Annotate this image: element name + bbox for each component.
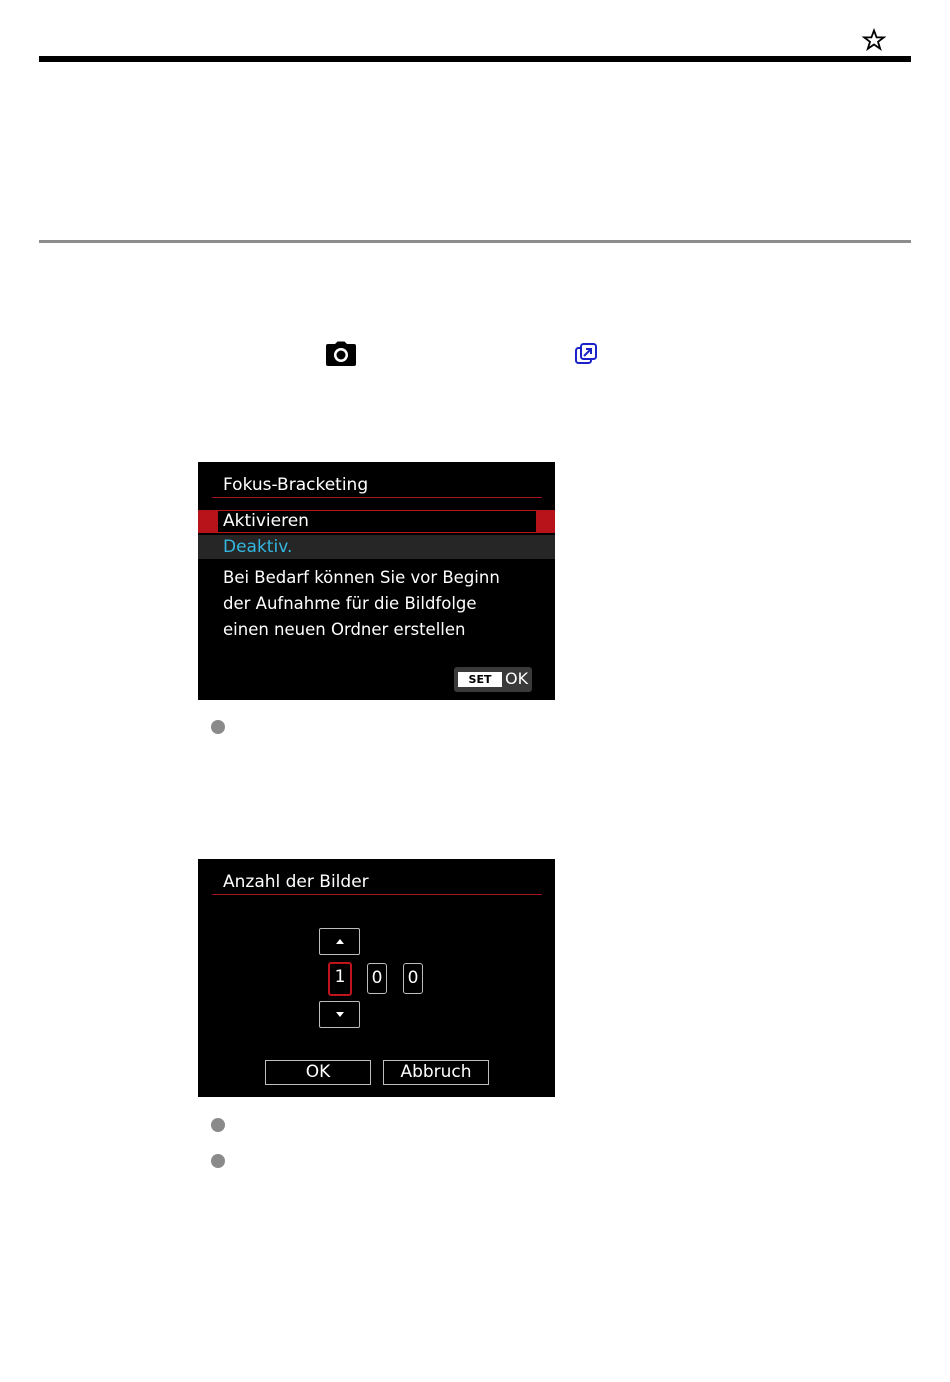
image-count-screen [198,859,555,1097]
link-icon[interactable] [574,342,598,366]
bullet-point [211,1118,225,1132]
screen-title: Anzahl der Bilder [223,872,369,892]
option-activate-label: Aktivieren [218,511,536,532]
description-line: der Aufnahme für die Bildfolge [223,594,477,613]
title-divider [212,497,542,498]
cancel-button[interactable]: Abbruch [383,1060,489,1085]
header-rule [39,56,911,62]
ok-button[interactable]: OK [265,1060,371,1085]
set-ok-button[interactable] [454,667,532,692]
increment-button[interactable] [319,928,360,955]
description-text [223,565,543,643]
digit-ones[interactable]: 0 [403,963,423,994]
ok-label: OK [505,669,529,688]
option-activate[interactable] [198,510,555,533]
bullet-point [211,1154,225,1168]
camera-icon [325,341,357,367]
focus-bracketing-screen [198,462,555,700]
screen-title: Fokus-Bracketing [223,475,369,495]
title-divider [212,894,542,895]
digit-tens[interactable]: 0 [367,963,387,994]
digit-hundreds[interactable]: 1 [328,962,352,996]
section-divider [39,240,911,243]
star-outline-icon [862,28,886,52]
arrow-up-icon [335,938,345,945]
arrow-down-icon [335,1011,345,1018]
bullet-point [211,720,225,734]
description-line: einen neuen Ordner erstellen [223,620,466,639]
description-line: Bei Bedarf können Sie vor Beginn [223,568,500,587]
set-label: SET [458,672,502,687]
option-deactivate[interactable]: Deaktiv. [198,535,555,559]
decrement-button[interactable] [319,1001,360,1028]
